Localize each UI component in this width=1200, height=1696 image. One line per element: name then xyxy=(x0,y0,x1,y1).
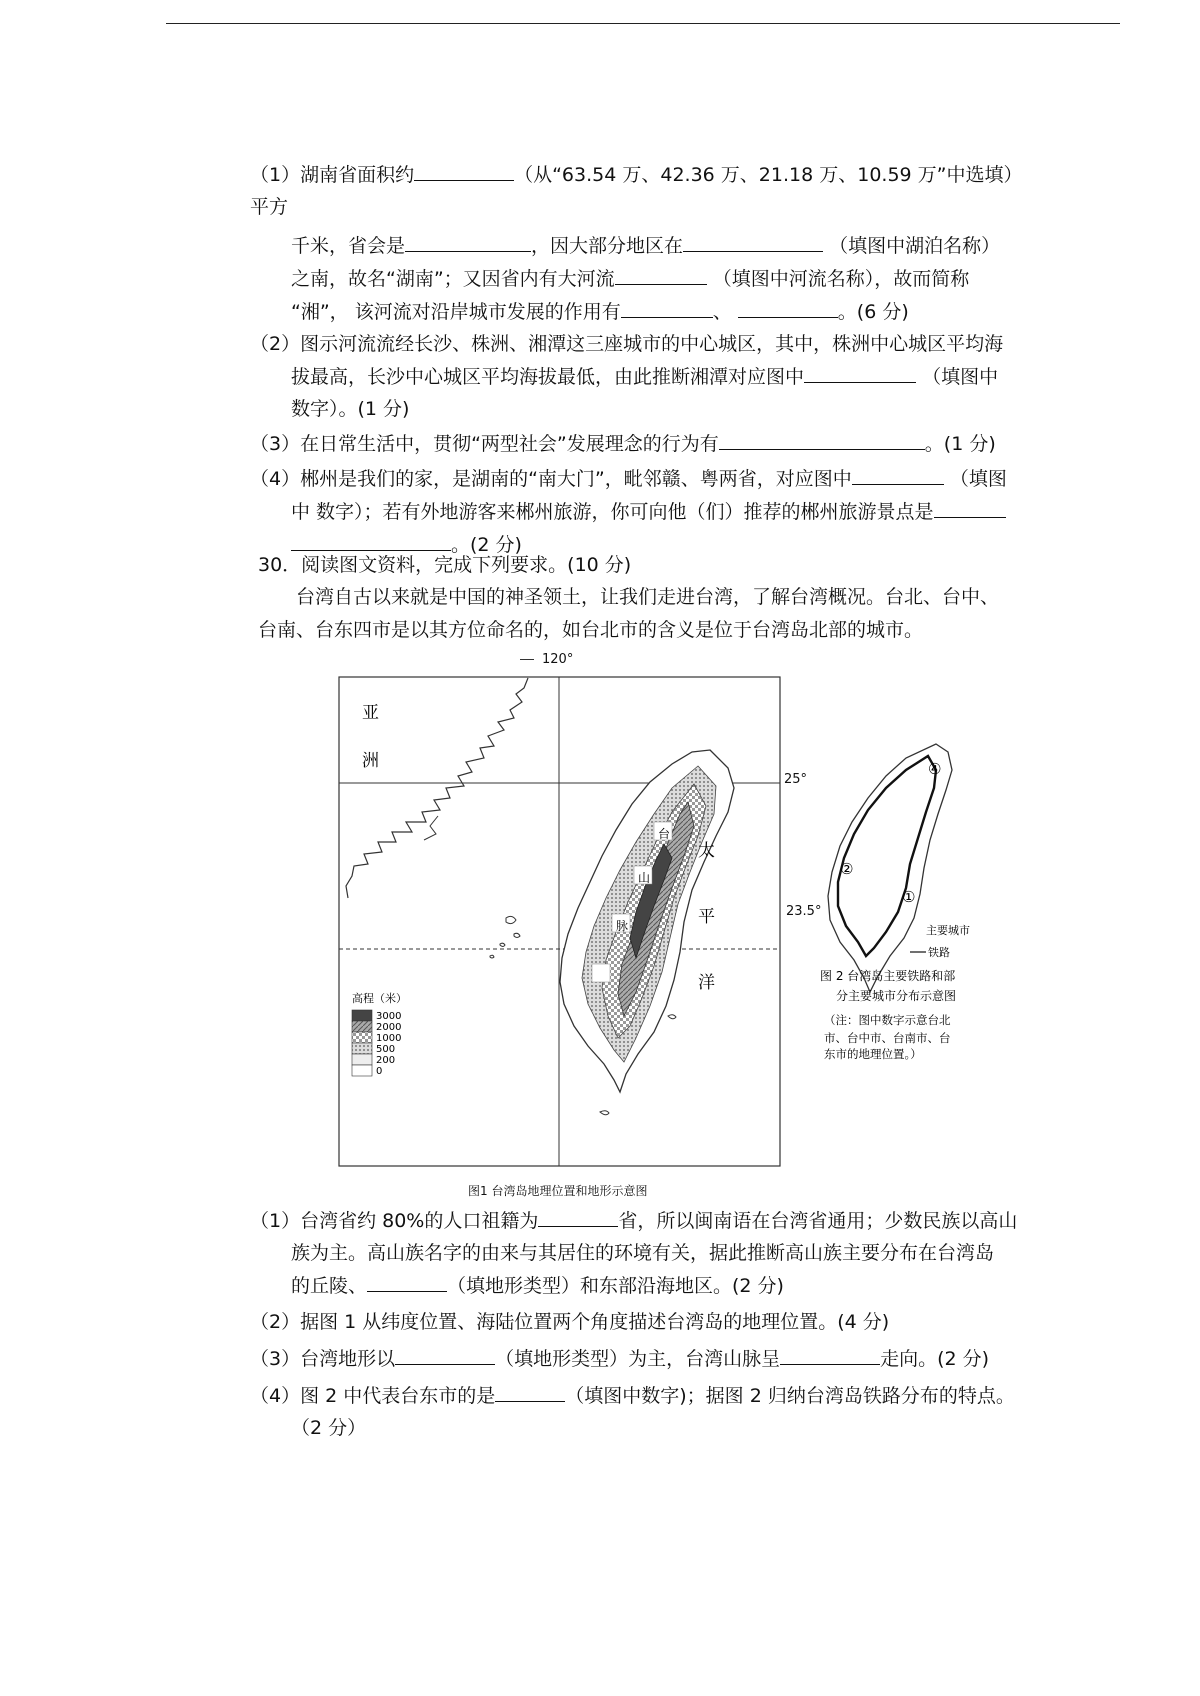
answer-blank-terrain-type[interactable] xyxy=(395,1342,495,1365)
q29-p1-line4 xyxy=(291,262,1128,295)
answer-blank-scenic-1[interactable] xyxy=(934,495,1006,518)
latitude-23-5-label: 23.5° xyxy=(786,904,822,919)
q30-s3-b: （填地形类型）为主，台湾山脉呈 xyxy=(495,1348,781,1370)
legend-swatch-200 xyxy=(352,1054,372,1065)
figure2-taiwan-railway-map xyxy=(810,730,1025,1060)
q30-s1-line1-a: （1）台湾省约 80%的人口祖籍为 xyxy=(250,1210,539,1232)
answer-blank-taitung[interactable] xyxy=(495,1379,565,1402)
q29-p1-line5-a: “湘”， 该河流对沿岸城市发展的作用有 xyxy=(291,301,621,323)
answer-blank-chenzhou[interactable] xyxy=(852,462,944,485)
longitude-120-text: 120° xyxy=(542,652,574,667)
q29-p1-line3-a: 千米，省会是 xyxy=(291,235,406,257)
q30-s2: （2）据图 1 从纬度位置、海陆位置两个角度描述台湾岛的地理位置。(4 分) xyxy=(250,1311,890,1333)
answer-blank-ancestry[interactable] xyxy=(538,1204,618,1227)
q30-s4 xyxy=(250,1379,1128,1412)
q29-p4-line2-a: 中 数字）；若有外地游客来郴州旅游，你可向他（们）推荐的郴州旅游景点是 xyxy=(291,501,934,523)
answer-blank-behavior[interactable] xyxy=(719,427,925,450)
q29-p3-b: 。(1 分) xyxy=(924,433,996,455)
q30-s4-b: （填图中数字)；据图 2 归纳台湾岛铁路分布的特点。 xyxy=(565,1385,1015,1407)
q29-p4-line3-text: 。(2 分) xyxy=(451,534,522,556)
legend-label-500: 500 xyxy=(376,1044,396,1055)
q29-p1-line5-c: 。(6 分) xyxy=(837,301,909,323)
q29-p1-line5 xyxy=(291,295,1128,328)
pacific-char-1: 太 xyxy=(698,841,715,861)
marker-1: ① xyxy=(902,888,916,906)
latitude-25-label: 25° xyxy=(784,772,808,787)
q29-p4-line1-a: （4）郴州是我们的家，是湖南的“南大门”，毗邻赣、粤两省，对应图中 xyxy=(250,468,852,490)
q30-s3 xyxy=(250,1342,1128,1375)
legend-swatch-0 xyxy=(352,1065,372,1076)
legend-label-2000: 2000 xyxy=(376,1022,402,1033)
asia-char-1: 亚 xyxy=(362,703,379,723)
answer-blank-landform[interactable] xyxy=(367,1269,447,1292)
question-30-subquestions xyxy=(250,1204,1128,1444)
fig2-caption-1: 图 2 台湾岛主要铁路和部 xyxy=(820,969,956,983)
q29-p1-line1 xyxy=(250,158,1128,191)
label-box-4 xyxy=(592,964,610,982)
q30-s4-a: （4）图 2 中代表台东市的是 xyxy=(250,1385,496,1407)
figure1-caption: 图1 台湾岛地理位置和地形示意图 xyxy=(468,1184,648,1198)
q30-s4-line2: （2 分） xyxy=(291,1417,367,1439)
q29-p1-line3-b: ，因大部分地区在 xyxy=(531,235,684,257)
q30-s1-line3-a: 的丘陵、 xyxy=(291,1275,368,1297)
q29-p1-line4-b: （填图中河流名称），故而简称 xyxy=(712,268,970,290)
q29-p1-line2: 平方 xyxy=(250,196,289,218)
q30-s3-a: （3）台湾地形以 xyxy=(250,1348,396,1370)
q30-s1-line3 xyxy=(291,1269,1128,1302)
answer-blank-area[interactable] xyxy=(414,158,514,181)
q29-p4-line1-b: （填图 xyxy=(949,468,1007,490)
longitude-label xyxy=(520,652,573,667)
q29-p4-line2 xyxy=(291,495,1128,528)
legend-swatch-1000 xyxy=(352,1032,372,1043)
q29-p2-line1: （2）图示河流流经长沙、株洲、湘潭这三座城市的中心城区，其中，株洲中心城区平均海 xyxy=(250,333,1004,355)
taiwan-char-3: 脉 xyxy=(616,919,629,933)
q29-p1-text-b: （从“63.54 万、42.36 万、21.18 万、10.59 万”中选填） xyxy=(514,164,1023,186)
fig2-note-2: 市、台中市、台南市、台 xyxy=(824,1031,951,1045)
answer-blank-river[interactable] xyxy=(615,262,707,285)
legend-rail-label: 铁路 xyxy=(928,946,950,959)
legend-label-3000: 3000 xyxy=(376,1011,402,1022)
legend-label-200: 200 xyxy=(376,1055,396,1066)
q29-p1-line3 xyxy=(291,229,1128,262)
legend-label-0: 0 xyxy=(376,1066,383,1077)
fig2-note-3: 东市的地理位置。） xyxy=(824,1047,922,1060)
q30-s1-line1-b: 省，所以闽南语在台湾省通用；少数民族以高山 xyxy=(618,1210,1018,1232)
question-30-paragraph xyxy=(258,581,1128,647)
q30-para-line1: 台湾自古以来就是中国的神圣领土，让我们走进台湾，了解台湾概况。台北、台中、 xyxy=(296,586,1000,608)
answer-blank-mountain-trend[interactable] xyxy=(780,1342,880,1365)
q30-s3-c: 走向。(2 分) xyxy=(880,1348,990,1370)
answer-blank-scenic-2[interactable] xyxy=(291,528,451,551)
legend-label-1000: 1000 xyxy=(376,1033,402,1044)
asia-char-2: 洲 xyxy=(362,751,379,771)
fig2-note-1: （注：图中数字示意台北 xyxy=(824,1013,951,1027)
q29-p3 xyxy=(250,427,1128,460)
q29-p1-line4-a: 之南，故名“湖南”；又因省内有大河流 xyxy=(291,268,615,290)
fig2-caption-2: 分主要城市分布示意图 xyxy=(836,989,957,1003)
question-29-block xyxy=(250,158,1128,561)
q30-para-line2: 台南、台东四市是以其方位命名的，如台北市的含义是位于台湾岛北部的城市。 xyxy=(258,619,924,641)
answer-blank-capital[interactable] xyxy=(405,229,531,252)
q30-s1-line1 xyxy=(250,1204,1128,1237)
legend-swatch-500 xyxy=(352,1043,372,1054)
pacific-char-2: 平 xyxy=(698,907,715,927)
legend-city-label: 主要城市 xyxy=(926,924,970,937)
q29-p4-line1 xyxy=(250,462,1128,495)
question-30-title: 30．阅读图文资料，完成下列要求。(10 分) xyxy=(258,554,632,576)
figure1-taiwan-terrain-map xyxy=(338,676,781,1167)
taiwan-char-2: 山 xyxy=(638,871,651,885)
answer-blank-role-2[interactable] xyxy=(738,295,838,318)
q29-p2-line3: 数字）。(1 分) xyxy=(291,398,410,420)
pacific-char-3: 洋 xyxy=(698,973,715,993)
q29-p2-line2 xyxy=(291,360,1128,393)
q29-p1-text-a: （1）湖南省面积约 xyxy=(250,164,415,186)
legend-swatch-2000 xyxy=(352,1021,372,1032)
q30-s1-line2: 族为主。高山族名字的由来与其居住的环境有关，据此推断高山族主要分布在台湾岛 xyxy=(291,1242,995,1264)
taiwan-char-1: 台 xyxy=(658,827,671,841)
q29-p3-a: （3）在日常生活中，贯彻“两型社会”发展理念的行为有 xyxy=(250,433,719,455)
legend-title: 高程（米） xyxy=(352,992,407,1005)
q29-p1-line5-b: 、 xyxy=(712,301,732,323)
answer-blank-xiangtan[interactable] xyxy=(804,360,916,383)
marker-2: ② xyxy=(840,860,854,878)
header-rule xyxy=(166,23,1120,24)
q30-s1-line3-b: （填地形类型）和东部沿海地区。(2 分) xyxy=(447,1275,784,1297)
q29-p2-line2-b: （填图中 xyxy=(922,366,999,388)
q29-p2-line2-a: 拔最高，长沙中心城区平均海拔最低，由此推断湘潭对应图中 xyxy=(291,366,805,388)
legend-swatch-3000 xyxy=(352,1010,372,1021)
q29-p1-line3-c: （填图中湖泊名称） xyxy=(829,235,1001,257)
answer-blank-role-1[interactable] xyxy=(621,295,713,318)
answer-blank-lake[interactable] xyxy=(683,229,823,252)
marker-4: ④ xyxy=(928,760,942,778)
